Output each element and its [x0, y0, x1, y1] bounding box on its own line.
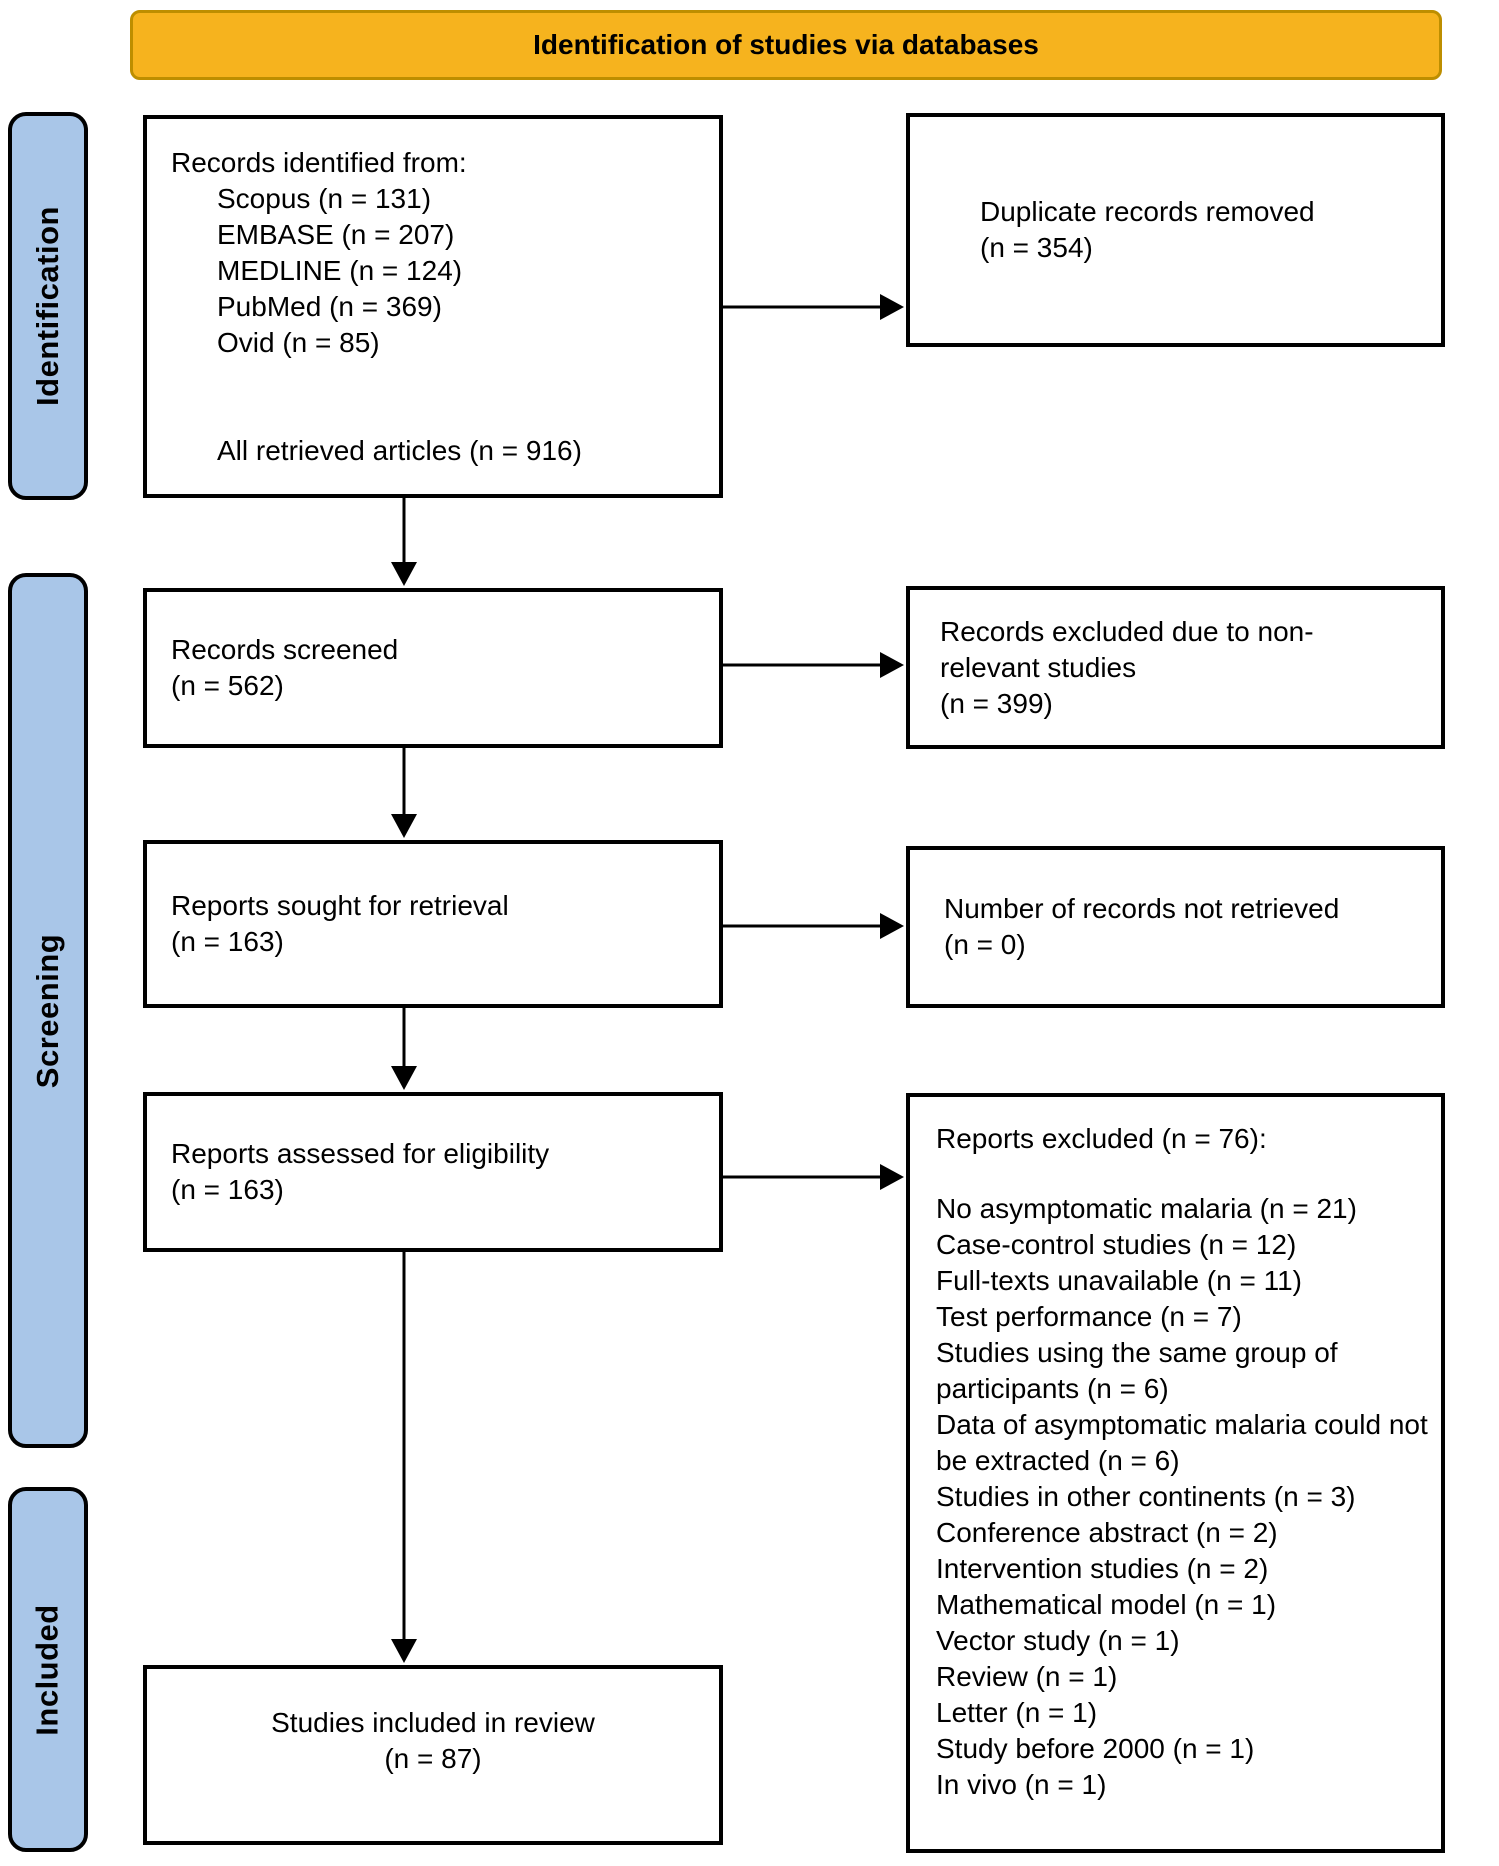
records-identified-header: Records identified from:	[171, 147, 467, 178]
arrow-screened-to-sought	[391, 748, 417, 838]
source-ovid: Ovid (n = 85)	[217, 327, 380, 358]
stage-label-included	[8, 1487, 88, 1852]
arrow-sought-to-assessed	[391, 1008, 417, 1090]
box-studies-included	[143, 1665, 723, 1845]
excluded-item: Vector study (n = 1)	[936, 1625, 1180, 1656]
arrow-sought-to-not-retrieved	[723, 913, 904, 939]
reports-excluded-header: Reports excluded (n = 76):	[936, 1123, 1267, 1154]
not-retrieved-line-1: Number of records not retrieved	[944, 893, 1340, 924]
excluded-item: Case-control studies (n = 12)	[936, 1229, 1297, 1260]
screened-line-2: (n = 562)	[171, 670, 284, 701]
excluded-item: Test performance (n = 7)	[936, 1301, 1242, 1332]
stage-label-screening-text: Screening	[30, 933, 66, 1088]
stage-label-identification-text: Identification	[30, 206, 66, 406]
arrow-assessed-to-included	[391, 1252, 417, 1663]
excluded-item: Intervention studies (n = 2)	[936, 1553, 1269, 1584]
excluded-item: Data of asymptomatic malaria could not be extracted (n = 6)	[936, 1409, 1428, 1476]
arrow-identified-to-duplicates	[723, 294, 904, 320]
not-retrieved-line-2: (n = 0)	[944, 929, 1026, 960]
excluded-item: Studies in other continents (n = 3)	[936, 1481, 1356, 1512]
box-reports-sought	[143, 840, 723, 1008]
spacer	[936, 1157, 1433, 1191]
diagram-title-banner	[130, 10, 1442, 80]
records-identified-total: All retrieved articles (n = 916)	[217, 435, 582, 466]
assessed-line-2: (n = 163)	[171, 1174, 284, 1205]
excluded-item: Conference abstract (n = 2)	[936, 1517, 1278, 1548]
box-duplicate-records-removed	[906, 113, 1445, 347]
sought-line-2: (n = 163)	[171, 926, 284, 957]
duplicates-line-1: Duplicate records removed	[980, 196, 1315, 227]
excluded-nonrelevant-line-1: Records excluded due to non-	[940, 615, 1314, 647]
excluded-nonrelevant-line-3: (n = 399)	[940, 687, 1053, 719]
excluded-item: Study before 2000 (n = 1)	[936, 1733, 1255, 1764]
box-records-identified	[143, 115, 723, 498]
stage-label-identification	[8, 112, 88, 500]
excluded-item: Studies using the same group of participants (n = 6)	[936, 1337, 1338, 1404]
excluded-item: No asymptomatic malaria (n = 21)	[936, 1193, 1357, 1224]
diagram-title: Identification of studies via databases	[533, 29, 1039, 60]
arrow-screened-to-excluded	[723, 652, 904, 678]
excluded-item: In vivo (n = 1)	[936, 1769, 1107, 1800]
sought-line-1: Reports sought for retrieval	[171, 890, 509, 921]
assessed-line-1: Reports assessed for eligibility	[171, 1138, 550, 1169]
excluded-item: Review (n = 1)	[936, 1661, 1118, 1692]
stage-label-screening	[8, 573, 88, 1448]
included-line-2: (n = 87)	[384, 1743, 482, 1774]
box-reports-assessed	[143, 1092, 723, 1252]
source-pubmed: PubMed (n = 369)	[217, 291, 442, 322]
box-records-excluded-nonrelevant	[906, 586, 1445, 749]
excluded-item: Letter (n = 1)	[936, 1697, 1098, 1728]
spacer	[171, 361, 703, 433]
arrow-assessed-to-reports-excluded	[723, 1164, 904, 1190]
excluded-nonrelevant-line-2: relevant studies	[940, 651, 1137, 683]
screened-line-1: Records screened	[171, 634, 399, 665]
source-scopus: Scopus (n = 131)	[217, 183, 432, 214]
arrow-identified-to-screened	[391, 498, 417, 586]
box-records-not-retrieved	[906, 846, 1445, 1008]
stage-label-included-text: Included	[30, 1603, 66, 1736]
excluded-item: Mathematical model (n = 1)	[936, 1589, 1277, 1620]
box-records-screened	[143, 588, 723, 748]
source-embase: EMBASE (n = 207)	[217, 219, 455, 250]
source-medline: MEDLINE (n = 124)	[217, 255, 463, 286]
excluded-item: Full-texts unavailable (n = 11)	[936, 1265, 1302, 1296]
box-reports-excluded	[906, 1093, 1445, 1853]
included-line-1: Studies included in review	[271, 1707, 595, 1738]
duplicates-line-2: (n = 354)	[980, 232, 1093, 263]
